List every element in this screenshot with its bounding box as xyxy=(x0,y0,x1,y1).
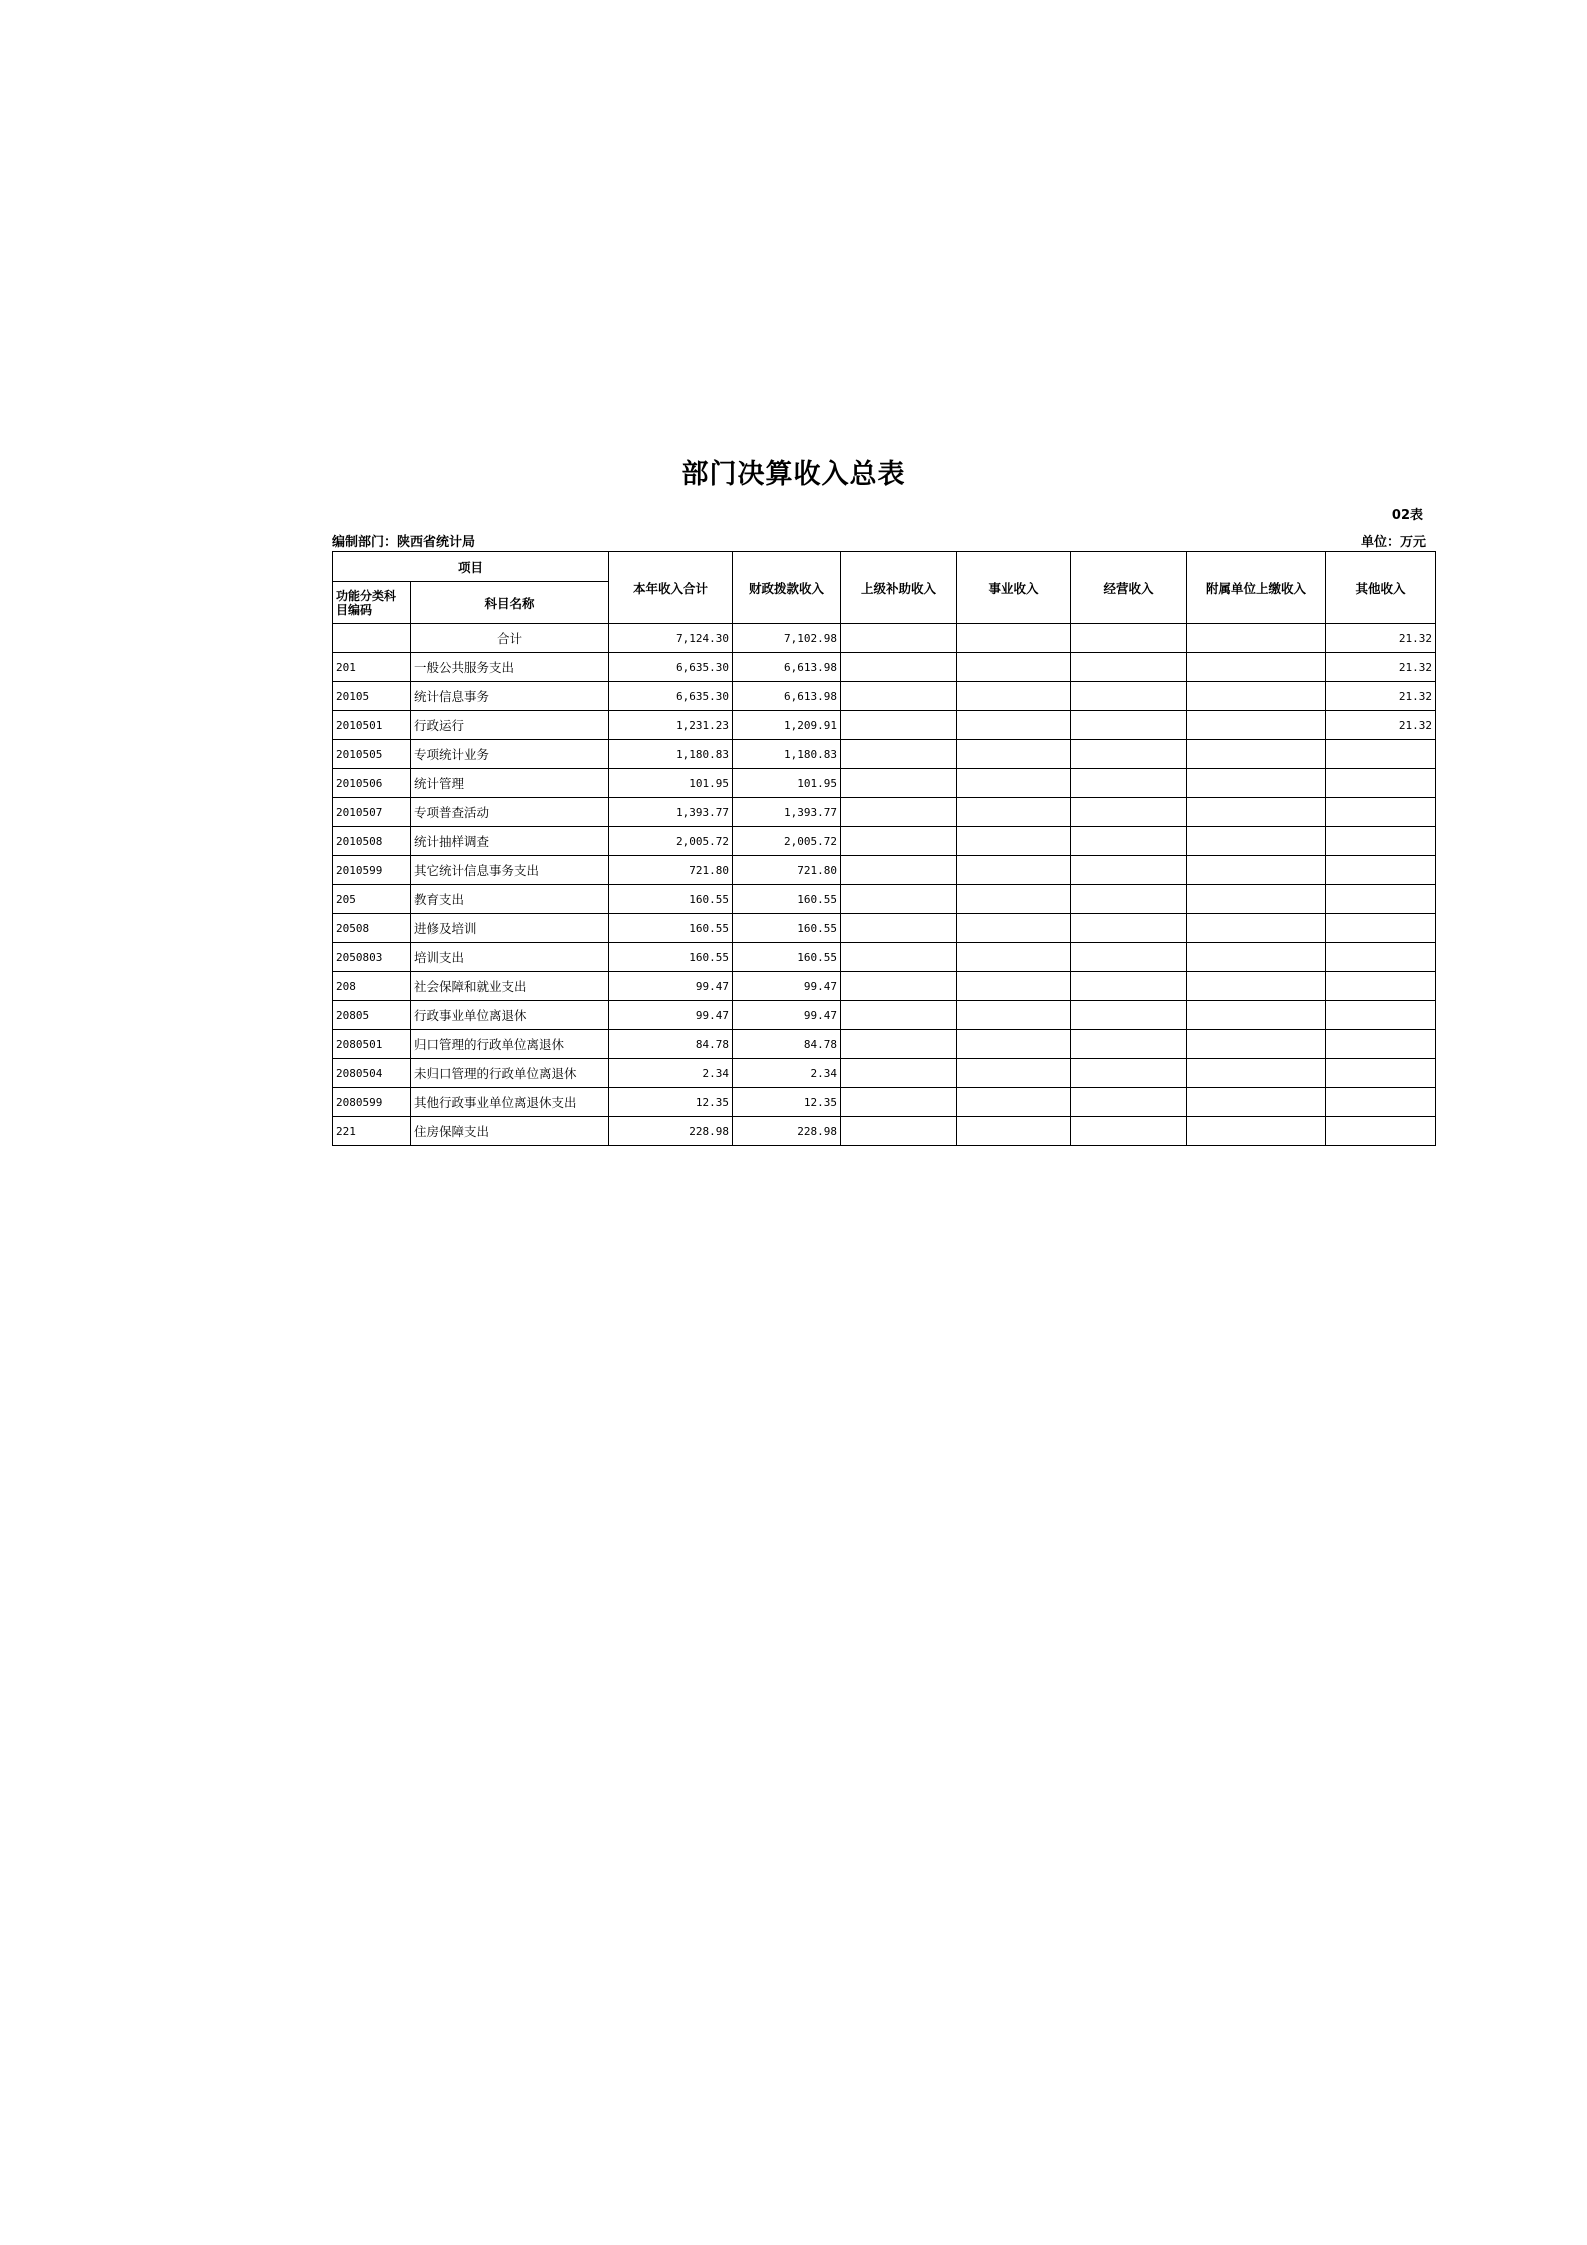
cell-value xyxy=(1187,798,1326,827)
cell-value xyxy=(1326,1088,1436,1117)
cell-value: 101.95 xyxy=(733,769,841,798)
cell-value xyxy=(841,798,957,827)
cell-value xyxy=(1326,740,1436,769)
table-row xyxy=(333,885,1436,914)
cell-name: 一般公共服务支出 xyxy=(411,653,609,682)
cell-value: 7,102.98 xyxy=(733,624,841,653)
cell-value xyxy=(957,769,1071,798)
cell-value xyxy=(841,972,957,1001)
page-title: 部门决算收入总表 xyxy=(681,459,906,490)
table-row xyxy=(333,1059,1436,1088)
cell-value: 7,124.30 xyxy=(609,624,733,653)
cell-code: 201 xyxy=(333,653,411,682)
cell-value xyxy=(841,1117,957,1146)
cell-value xyxy=(1071,1001,1187,1030)
table-row xyxy=(333,682,1436,711)
cell-value xyxy=(1187,943,1326,972)
cell-value: 99.47 xyxy=(609,972,733,1001)
cell-value xyxy=(957,856,1071,885)
cell-value: 6,635.30 xyxy=(609,653,733,682)
unit-label: 单位：万元 xyxy=(1360,535,1426,550)
compiling-department: 编制部门：陕西省统计局 xyxy=(332,535,476,550)
cell-value: 21.32 xyxy=(1326,682,1436,711)
cell-value: 1,209.91 xyxy=(733,711,841,740)
cell-value xyxy=(1071,914,1187,943)
table-row xyxy=(333,769,1436,798)
cell-value xyxy=(1071,885,1187,914)
cell-value xyxy=(1187,1030,1326,1059)
cell-value: 1,180.83 xyxy=(733,740,841,769)
cell-name: 未归口管理的行政单位离退休 xyxy=(411,1059,609,1088)
cell-code: 2080504 xyxy=(333,1059,411,1088)
cell-name: 其他行政事业单位离退休支出 xyxy=(411,1088,609,1117)
cell-value xyxy=(1187,624,1326,653)
cell-value xyxy=(1071,740,1187,769)
cell-value xyxy=(841,914,957,943)
cell-value xyxy=(1187,1088,1326,1117)
header-col-fiscal: 财政拨款收入 xyxy=(733,552,841,624)
cell-value: 1,231.23 xyxy=(609,711,733,740)
cell-value: 721.80 xyxy=(733,856,841,885)
cell-value xyxy=(1187,1059,1326,1088)
cell-code: 2010508 xyxy=(333,827,411,856)
cell-value xyxy=(1326,827,1436,856)
cell-name: 教育支出 xyxy=(411,885,609,914)
header-code: 功能分类科目编码 xyxy=(333,582,411,624)
cell-value xyxy=(1187,885,1326,914)
cell-name: 行政事业单位离退休 xyxy=(411,1001,609,1030)
cell-code: 2010505 xyxy=(333,740,411,769)
cell-value xyxy=(841,740,957,769)
table-row xyxy=(333,653,1436,682)
cell-name: 统计信息事务 xyxy=(411,682,609,711)
cell-value xyxy=(957,914,1071,943)
cell-value xyxy=(1071,1117,1187,1146)
cell-value xyxy=(1187,856,1326,885)
cell-code: 20105 xyxy=(333,682,411,711)
cell-value xyxy=(957,740,1071,769)
cell-value: 2.34 xyxy=(733,1059,841,1088)
cell-value xyxy=(957,827,1071,856)
cell-value: 228.98 xyxy=(609,1117,733,1146)
table-row xyxy=(333,798,1436,827)
cell-value xyxy=(957,972,1071,1001)
header-row-1 xyxy=(333,552,1436,582)
cell-value: 160.55 xyxy=(733,885,841,914)
cell-value xyxy=(841,711,957,740)
cell-value xyxy=(1071,1088,1187,1117)
cell-name: 统计抽样调查 xyxy=(411,827,609,856)
cell-value: 21.32 xyxy=(1326,653,1436,682)
cell-value xyxy=(957,1030,1071,1059)
cell-value xyxy=(957,943,1071,972)
cell-value xyxy=(957,624,1071,653)
cell-value xyxy=(1326,769,1436,798)
cell-code: 20508 xyxy=(333,914,411,943)
cell-value xyxy=(841,653,957,682)
cell-value xyxy=(1326,798,1436,827)
cell-value xyxy=(1326,1059,1436,1088)
cell-value xyxy=(1071,1030,1187,1059)
cell-value xyxy=(957,653,1071,682)
table-row xyxy=(333,1117,1436,1146)
cell-value: 6,613.98 xyxy=(733,653,841,682)
table-row xyxy=(333,1030,1436,1059)
cell-value xyxy=(957,798,1071,827)
cell-value: 1,393.77 xyxy=(733,798,841,827)
cell-code: 20805 xyxy=(333,1001,411,1030)
cell-value: 721.80 xyxy=(609,856,733,885)
cell-value xyxy=(1326,914,1436,943)
cell-value xyxy=(957,1059,1071,1088)
table-row xyxy=(333,972,1436,1001)
cell-value xyxy=(1071,682,1187,711)
cell-value xyxy=(841,769,957,798)
cell-code: 2080501 xyxy=(333,1030,411,1059)
cell-value xyxy=(841,827,957,856)
table-body xyxy=(333,624,1436,1146)
table-row xyxy=(333,827,1436,856)
cell-value: 228.98 xyxy=(733,1117,841,1146)
cell-code: 2010506 xyxy=(333,769,411,798)
cell-value xyxy=(957,1117,1071,1146)
cell-value xyxy=(1187,1001,1326,1030)
table-row xyxy=(333,856,1436,885)
cell-value xyxy=(1071,798,1187,827)
cell-value: 1,180.83 xyxy=(609,740,733,769)
cell-value: 84.78 xyxy=(733,1030,841,1059)
cell-code xyxy=(333,624,411,653)
header-col-operating: 经营收入 xyxy=(1071,552,1187,624)
cell-value xyxy=(1071,856,1187,885)
cell-code: 2010507 xyxy=(333,798,411,827)
cell-value xyxy=(1071,1059,1187,1088)
cell-value xyxy=(1187,769,1326,798)
cell-name: 进修及培训 xyxy=(411,914,609,943)
cell-value: 99.47 xyxy=(733,972,841,1001)
cell-value xyxy=(841,1001,957,1030)
header-item: 项目 xyxy=(333,552,609,582)
cell-value: 2.34 xyxy=(609,1059,733,1088)
table-header xyxy=(333,552,1436,624)
cell-value xyxy=(841,943,957,972)
cell-value: 6,635.30 xyxy=(609,682,733,711)
header-col-subsidiary: 附属单位上缴收入 xyxy=(1187,552,1326,624)
cell-value: 160.55 xyxy=(733,943,841,972)
cell-code: 208 xyxy=(333,972,411,1001)
cell-value xyxy=(841,1030,957,1059)
cell-value xyxy=(841,1059,957,1088)
cell-value xyxy=(1326,856,1436,885)
cell-value xyxy=(1071,943,1187,972)
cell-value: 160.55 xyxy=(609,885,733,914)
cell-value: 12.35 xyxy=(733,1088,841,1117)
header-col-total: 本年收入合计 xyxy=(609,552,733,624)
meta-row xyxy=(332,531,1426,550)
cell-value xyxy=(957,1001,1071,1030)
cell-name: 专项统计业务 xyxy=(411,740,609,769)
income-summary-table xyxy=(332,551,1436,1146)
table-row xyxy=(333,943,1436,972)
cell-value xyxy=(1187,682,1326,711)
cell-value xyxy=(841,1088,957,1117)
cell-value xyxy=(1071,827,1187,856)
cell-name: 住房保障支出 xyxy=(411,1117,609,1146)
cell-value: 84.78 xyxy=(609,1030,733,1059)
cell-value xyxy=(1187,740,1326,769)
cell-name: 培训支出 xyxy=(411,943,609,972)
cell-name: 行政运行 xyxy=(411,711,609,740)
cell-value: 1,393.77 xyxy=(609,798,733,827)
cell-value xyxy=(1326,885,1436,914)
cell-value xyxy=(1187,972,1326,1001)
table-row xyxy=(333,711,1436,740)
table-row xyxy=(333,1001,1436,1030)
cell-value xyxy=(1071,711,1187,740)
cell-code: 205 xyxy=(333,885,411,914)
table-row xyxy=(333,740,1436,769)
cell-value: 160.55 xyxy=(609,914,733,943)
header-col-superior-subsidy: 上级补助收入 xyxy=(841,552,957,624)
cell-name: 其它统计信息事务支出 xyxy=(411,856,609,885)
header-col-other: 其他收入 xyxy=(1326,552,1436,624)
cell-value xyxy=(1326,1030,1436,1059)
cell-value: 6,613.98 xyxy=(733,682,841,711)
cell-value: 21.32 xyxy=(1326,711,1436,740)
header-col-business: 事业收入 xyxy=(957,552,1071,624)
cell-value xyxy=(1326,943,1436,972)
cell-value xyxy=(1187,914,1326,943)
cell-value xyxy=(1187,711,1326,740)
cell-value xyxy=(1071,624,1187,653)
cell-value: 101.95 xyxy=(609,769,733,798)
cell-value: 12.35 xyxy=(609,1088,733,1117)
cell-value xyxy=(1071,972,1187,1001)
cell-value xyxy=(841,624,957,653)
cell-value xyxy=(1326,1117,1436,1146)
cell-code: 2010599 xyxy=(333,856,411,885)
cell-value xyxy=(957,711,1071,740)
cell-name: 统计管理 xyxy=(411,769,609,798)
table-row xyxy=(333,914,1436,943)
cell-name: 合计 xyxy=(411,624,609,653)
cell-value xyxy=(841,885,957,914)
cell-value xyxy=(841,856,957,885)
cell-value xyxy=(957,1088,1071,1117)
table-number: 02表 xyxy=(1391,508,1423,523)
cell-value: 99.47 xyxy=(609,1001,733,1030)
cell-value xyxy=(1326,1001,1436,1030)
header-name: 科目名称 xyxy=(411,582,609,624)
cell-value: 160.55 xyxy=(733,914,841,943)
cell-name: 社会保障和就业支出 xyxy=(411,972,609,1001)
cell-value xyxy=(841,682,957,711)
cell-value: 2,005.72 xyxy=(609,827,733,856)
cell-code: 2010501 xyxy=(333,711,411,740)
table-row xyxy=(333,624,1436,653)
cell-value xyxy=(1071,769,1187,798)
cell-value: 160.55 xyxy=(609,943,733,972)
cell-code: 2050803 xyxy=(333,943,411,972)
cell-value xyxy=(1187,1117,1326,1146)
cell-code: 2080599 xyxy=(333,1088,411,1117)
cell-name: 归口管理的行政单位离退休 xyxy=(411,1030,609,1059)
cell-value xyxy=(957,682,1071,711)
cell-value xyxy=(1071,653,1187,682)
cell-value: 2,005.72 xyxy=(733,827,841,856)
cell-value: 21.32 xyxy=(1326,624,1436,653)
cell-value xyxy=(1326,972,1436,1001)
cell-value xyxy=(957,885,1071,914)
cell-name: 专项普查活动 xyxy=(411,798,609,827)
cell-value xyxy=(1187,653,1326,682)
cell-code: 221 xyxy=(333,1117,411,1146)
table-row xyxy=(333,1088,1436,1117)
cell-value xyxy=(1187,827,1326,856)
cell-value: 99.47 xyxy=(733,1001,841,1030)
